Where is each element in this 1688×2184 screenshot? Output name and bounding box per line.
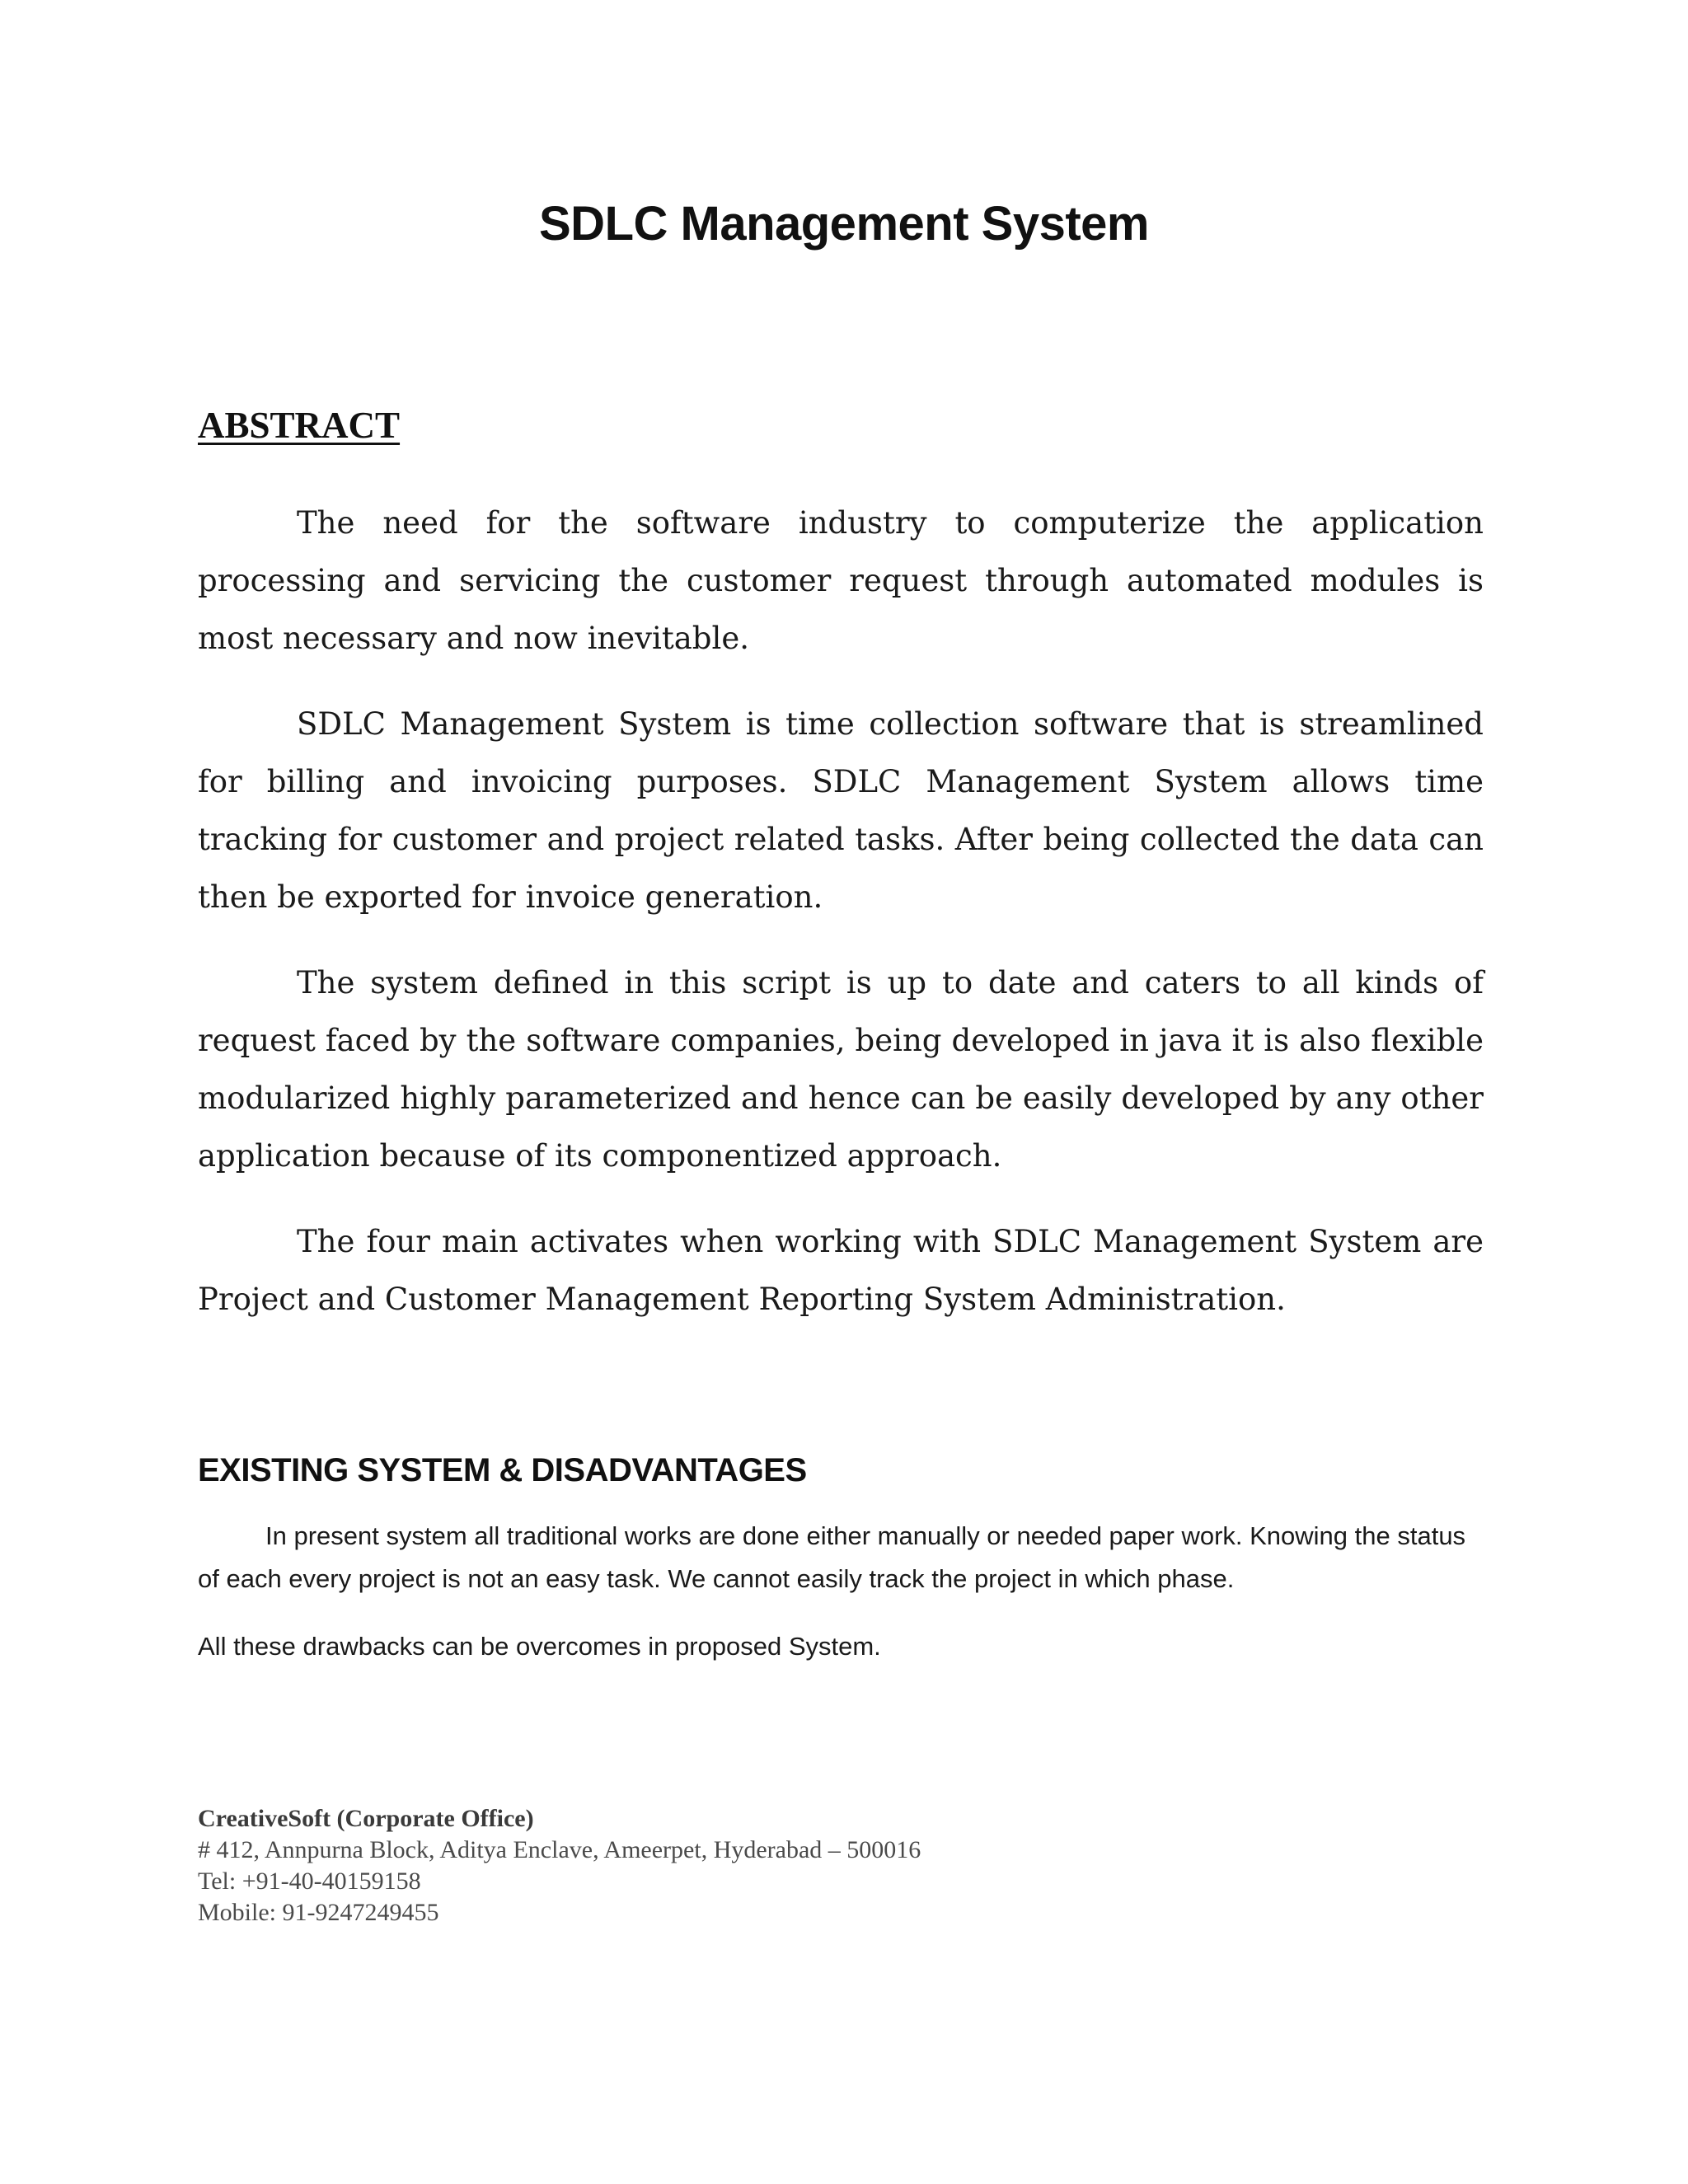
abstract-paragraph: The need for the software industry to computerize the application processing and servicing the customer request through automated modules is most necessary and now inevitable.: [198, 505, 1484, 656]
document-title: SDLC Management System: [539, 197, 1149, 251]
abstract-paragraph: The four main activates when working with SDLC Management System are Project and Customer Management Reporting System Administration.: [198, 1224, 1484, 1317]
footer-mobile: Mobile: 91-9247249455: [198, 1899, 439, 1926]
existing-system-heading: EXISTING SYSTEM & DISADVANTAGES: [198, 1452, 807, 1488]
abstract-paragraph: The system defined in this script is up to date and caters to all kinds of request faced by the software companies, being developed in java it is also flexible modularized highly parameterized and hence can be easily developed by any other application because of its componentized approach.: [198, 965, 1484, 1174]
existing-system-conclusion: All these drawbacks can be overcomes in proposed System.: [198, 1632, 881, 1661]
abstract-heading: ABSTRACT: [198, 405, 401, 446]
footer-contact: [198, 1803, 921, 1929]
footer-address: # 412, Annpurna Block, Aditya Enclave, Ameerpet, Hyderabad – 500016: [198, 1836, 921, 1863]
footer-company: CreativeSoft (Corporate Office): [198, 1805, 534, 1832]
existing-system-body: [198, 1515, 1484, 1693]
footer-tel: Tel: +91-40-40159158: [198, 1868, 421, 1895]
existing-system-paragraph: In present system all traditional works are done either manually or needed paper work. Knowing the status of each every project is not an easy task. We cannot easily track the project in which phase.: [198, 1521, 1466, 1593]
abstract-paragraph: SDLC Management System is time collection software that is streamlined for billing and invoicing purposes. SDLC Management System allows time tracking for customer and project related tasks. After being collected the data can then be exported for invoice generation.: [198, 706, 1484, 915]
abstract-body: [198, 494, 1484, 1357]
